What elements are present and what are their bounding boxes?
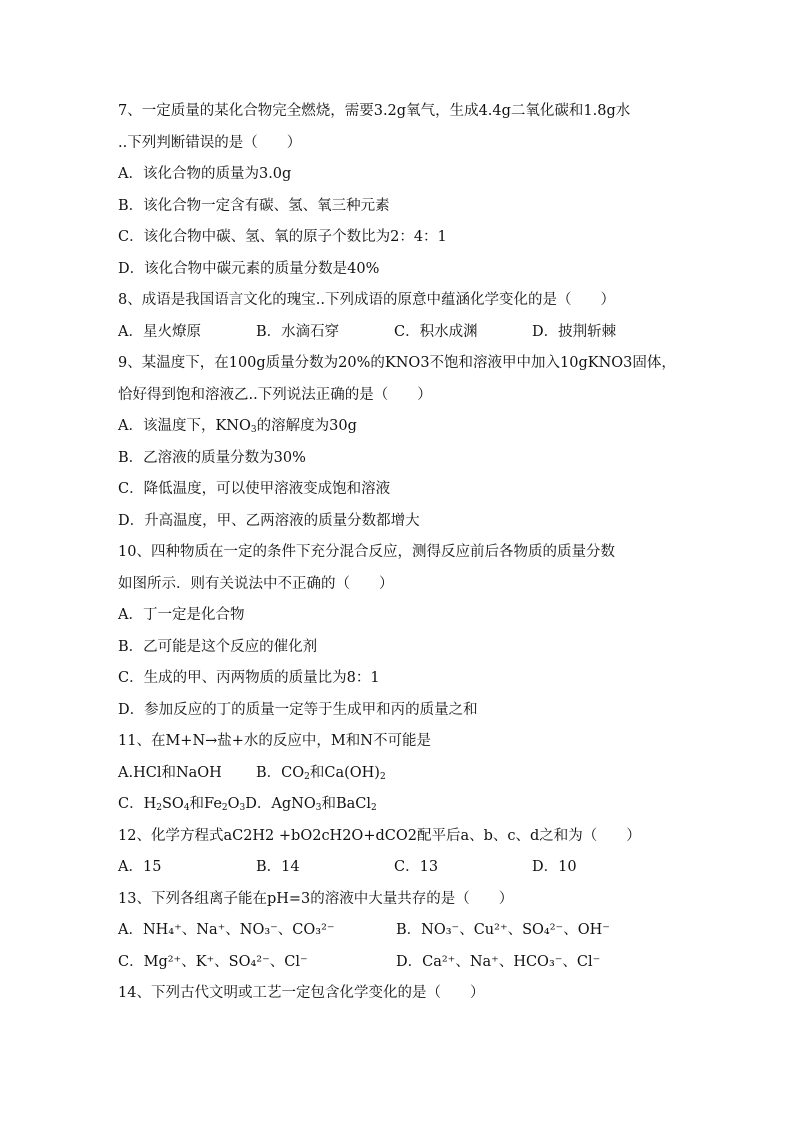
q9-option-a [118,411,698,443]
q11-option-b [256,758,386,790]
q13-options-ab [118,915,698,947]
q11-c-s4: 3 [239,803,246,813]
q9-a-text2: 的溶解度为30g [256,418,357,434]
q12-option-c: C．13 [394,859,439,875]
q10-stem-line2: 如图所示．则有关说法中不正确的（ ） [118,575,394,592]
q7-option-a: A．该化合物的质量为3.0g [118,166,292,182]
q11-d-s2: 2 [371,803,377,813]
q8-option-d: D．披荆斩棘 [532,323,617,340]
q11-b-t2: 和Ca(OH) [309,764,380,781]
q9-stem-line2: 恰好得到饱和溶液乙..下列说法正确的是（ ） [118,386,432,403]
q7-option-d: D．该化合物中碳元素的质量分数是40% [118,260,380,277]
q9-stem-line1: 9、某温度下，在100g质量分数为20%的KNO3不饱和溶液甲中加入10gKNO3固体， [118,355,676,371]
q13-option-c: C．Mg²⁺、K⁺、SO₄²⁻、Cl⁻ [118,953,308,970]
q11-d-s1: 3 [315,803,322,813]
q7-stem-line2: ..下列判断错误的是（ ） [118,134,302,151]
q12-stem: 12、化学方程式aC2H2 +bO2cH2O+dCO2配平后a、b、c、d之和为（ ） [118,827,641,844]
q11-b-t1: B．CO [256,764,305,781]
q12-options [118,852,698,884]
q12-option-d: D．10 [532,859,577,875]
q9-a-text1: A．该温度下，KNO [118,418,251,434]
q11-c-t4: O [227,796,240,812]
q10-option-a: A．丁一定是化合物 [118,607,245,623]
q11-d-t2: 和BaCl [321,796,372,812]
q7-option-c: C．该化合物中碳、氢、氧的原子个数比为2：4：1 [118,229,447,245]
q13-option-a: A．NH₄⁺、Na⁺、NO₃⁻、CO₃²⁻ [118,922,335,938]
q12-option-a: A．15 [118,859,162,875]
q10-option-c: C．生成的甲、丙两物质的质量比为8：1 [118,670,380,686]
q11-options-ab [118,758,698,790]
q11-c-s2: 4 [183,803,190,813]
q9-option-d: D．升高温度，甲、乙两溶液的质量分数都增大 [118,512,420,529]
q11-option-a: A.HCl和NaOH [118,764,222,781]
q7-option-b: B．该化合物一定含有碳、氢、氧三种元素 [118,197,390,214]
q9-a-sub: 3 [250,425,257,435]
q11-b-s1: 2 [304,771,310,782]
q7-stem-line1: 7、一定质量的某化合物完全燃烧，需要3.2g氧气，生成4.4g二氧化碳和1.8g水 [118,103,631,119]
q11-stem: 11、在M+N→盐+水的反应中，M和N不可能是 [118,733,431,749]
q10-option-d: D．参加反应的丁的质量一定等于生成甲和丙的质量之和 [118,701,478,718]
q9-option-c: C．降低温度，可以使甲溶液变成饱和溶液 [118,481,391,497]
q11-d-t1: D．AgNO [245,796,316,812]
q13-option-d: D．Ca²⁺、Na⁺、HCO₃⁻、Cl⁻ [396,953,601,970]
q11-options-cd [118,789,698,821]
q13-option-b: B．NO₃⁻、Cu²⁺、SO₄²⁻、OH⁻ [396,922,610,938]
exam-page [118,96,698,1010]
q11-b-s2: 2 [379,771,386,782]
q14-stem: 14、下列古代文明或工艺一定包含化学变化的是（ ） [118,985,485,1001]
q12-option-b: B．14 [256,859,300,875]
q11-c-s3: 2 [221,803,228,813]
q11-c-t3: 和Fe [189,796,222,812]
q11-c-t2: SO [161,796,184,812]
q10-stem-line1: 10、四种物质在一定的条件下充分混合反应，测得反应前后各物质的质量分数 [118,544,615,560]
q11-c-t1: C．H [118,796,157,812]
q8-option-b: B．水滴石穿 [256,323,340,340]
q10-option-b: B．乙可能是这个反应的催化剂 [118,638,318,655]
q9-option-b: B．乙溶液的质量分数为30% [118,449,306,466]
q8-options [118,317,698,349]
q11-c-s1: 2 [156,803,162,813]
q8-option-c: C．积水成渊 [394,323,478,340]
q8-stem: 8、成语是我国语言文化的瑰宝..下列成语的原意中蕴涵化学变化的是（ ） [118,292,615,308]
q13-options-cd [118,947,698,979]
q13-stem: 13、下列各组离子能在pH=3的溶液中大量共存的是（ ） [118,890,514,907]
q8-option-a: A．星火燎原 [118,323,201,340]
